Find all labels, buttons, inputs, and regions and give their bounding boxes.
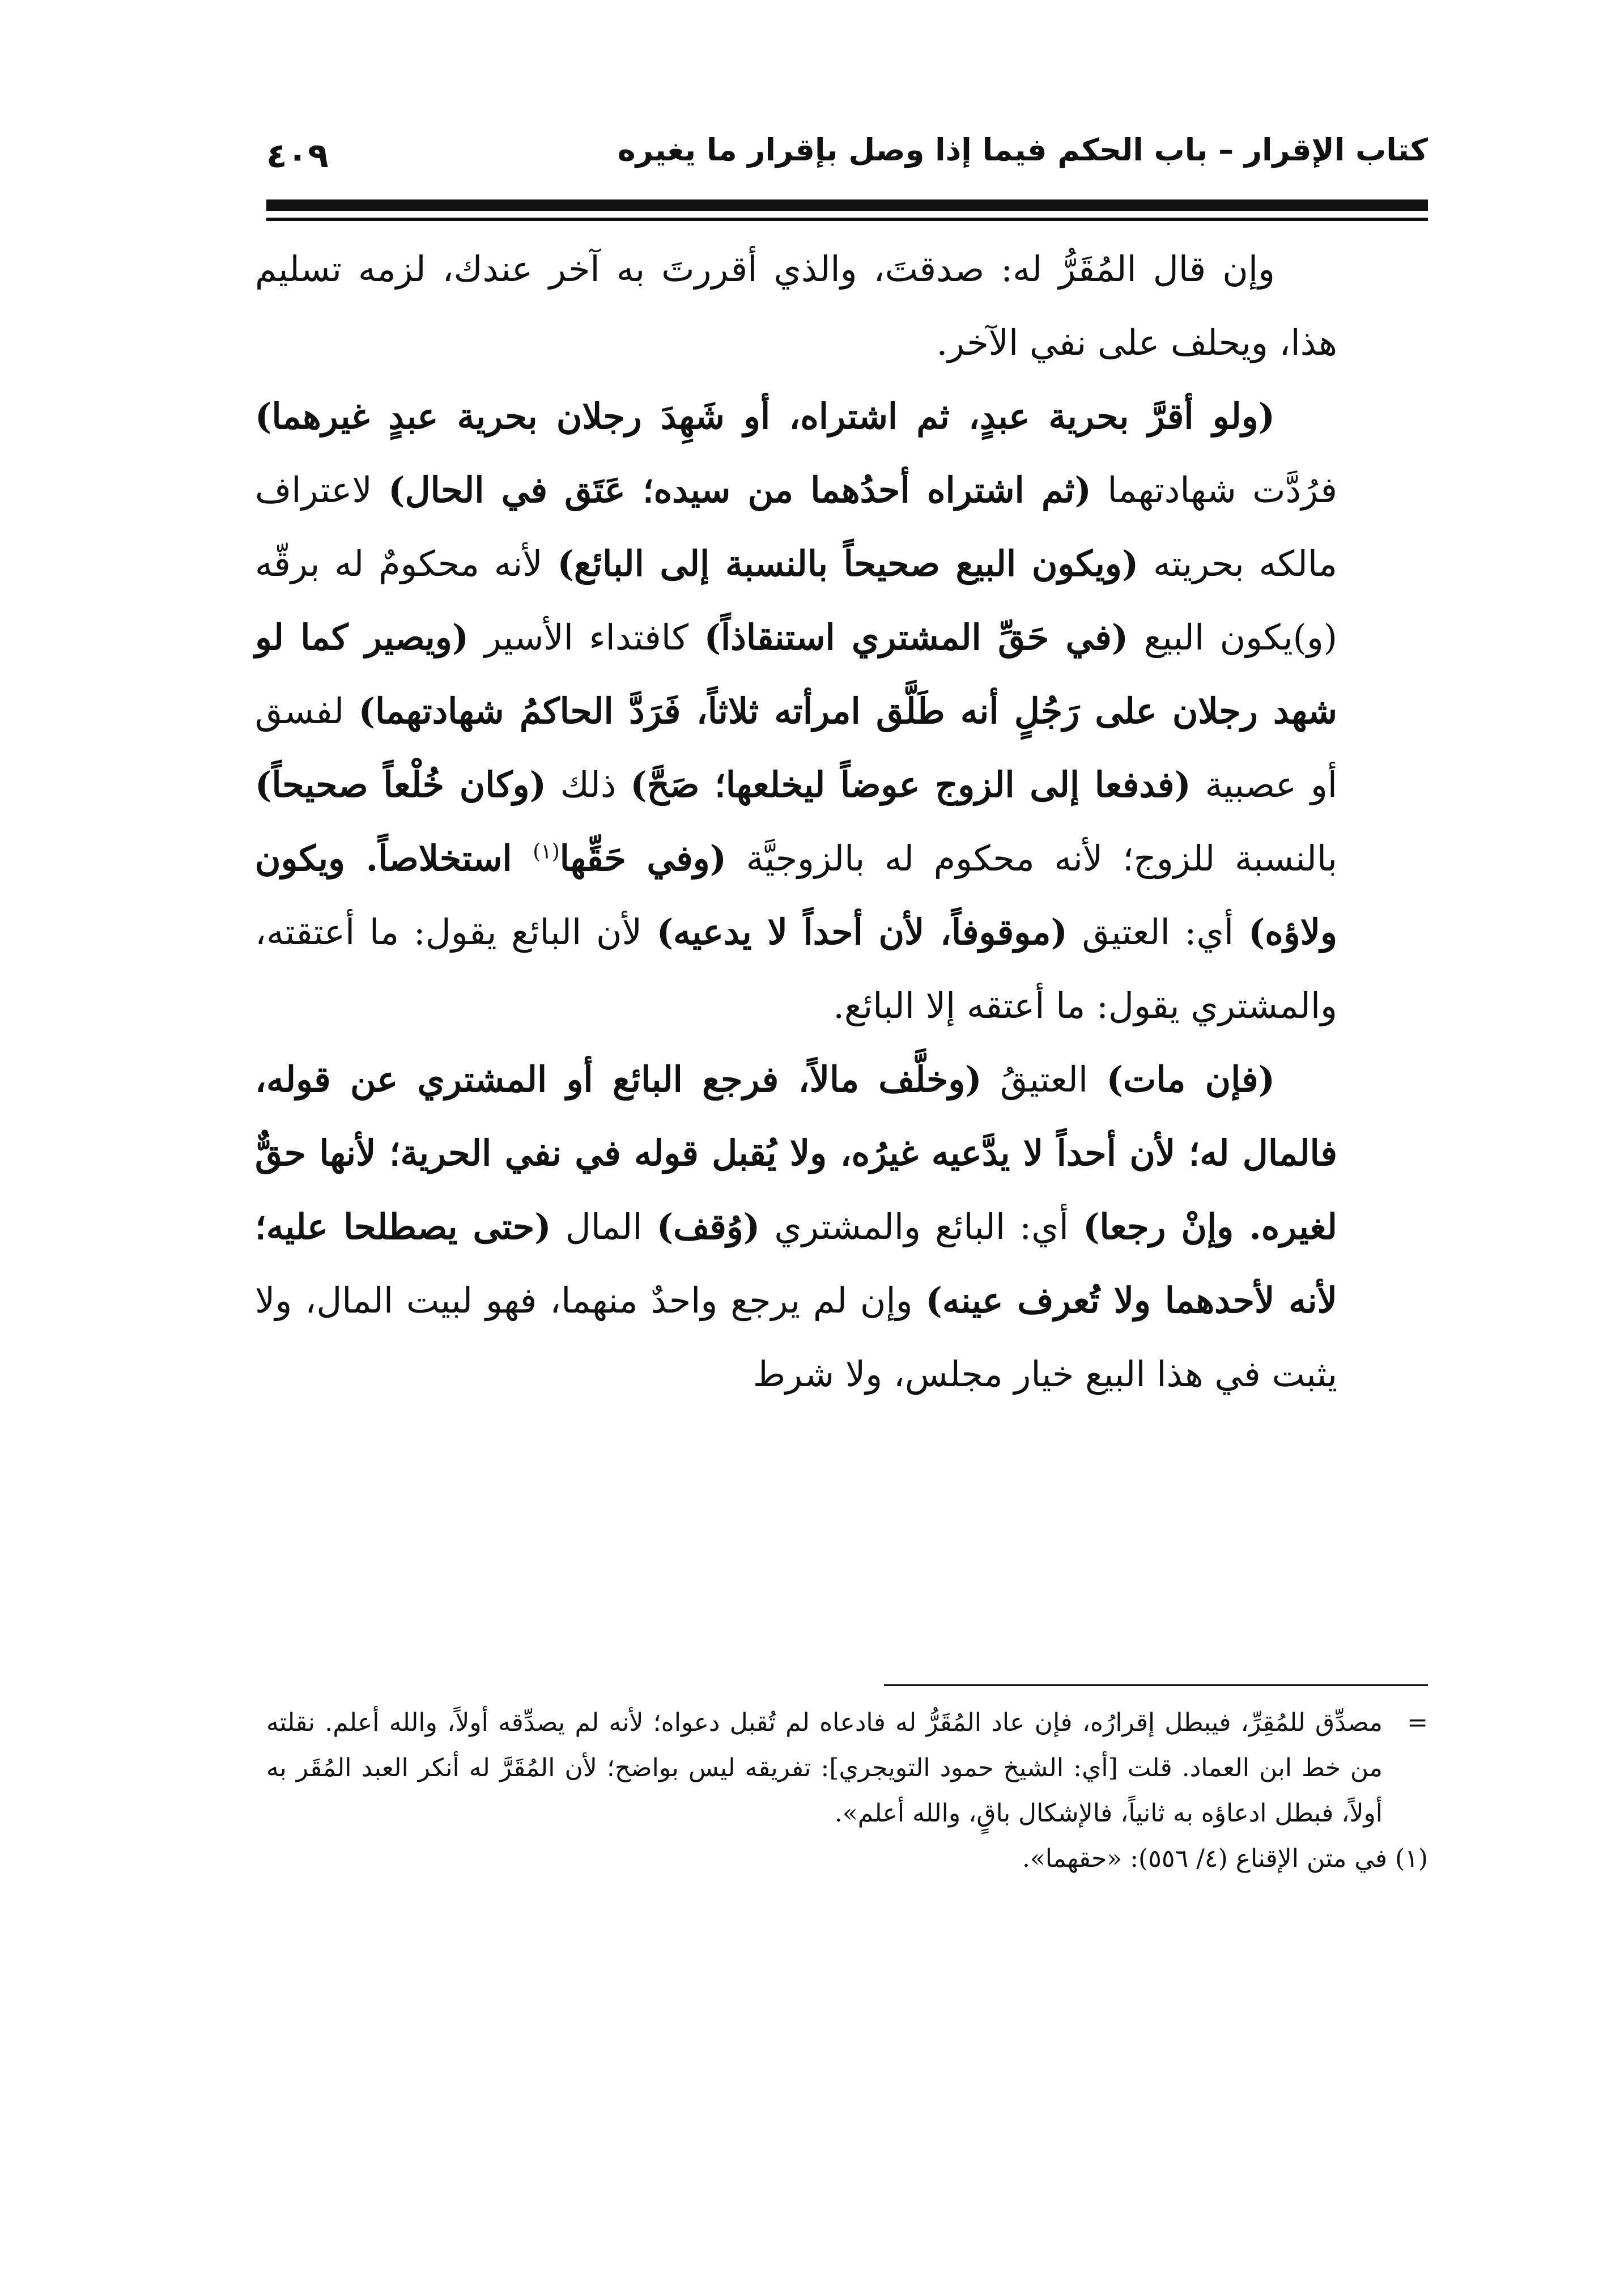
sharh-text: العتيقُ bbox=[981, 1059, 1107, 1100]
sharh-text: المال bbox=[551, 1206, 657, 1247]
matn-text: (في حَقِّ المشتري استنقاذاً) bbox=[704, 617, 1129, 658]
sharh-text: لفسق أو عصبية bbox=[255, 690, 1337, 805]
main-text bbox=[255, 232, 1337, 1411]
sharh-text: كافتداء الأسير bbox=[469, 617, 704, 658]
running-header bbox=[266, 128, 1428, 196]
footnotes bbox=[266, 1700, 1428, 1882]
chapter-title: كتاب الإقرار – باب الحكم فيما إذا وصل بإقرار ما يغيره bbox=[617, 132, 1428, 168]
sharh-text: لأنه محكومٌ له برقّه (و)يكون البيع bbox=[255, 543, 1337, 658]
matn-text: (ويكون البيع صحيحاً بالنسبة إلى البائع) bbox=[557, 543, 1139, 584]
paragraph-1: وإن قال المُقَرُّ له: صدقتَ، والذي أقررتَ به آخر عندك، لزمه تسليم هذا، ويحلف على نفي الآخر. bbox=[255, 248, 1337, 363]
paragraph-2 bbox=[255, 380, 1337, 1043]
matn-text: (ثم اشتراه أحدُهما من سيده؛ عَتَق في الحال) bbox=[388, 469, 1091, 511]
header-rule-thick bbox=[266, 199, 1428, 211]
sharh-text: أي: العتيق bbox=[1067, 911, 1248, 953]
footnote-continuation bbox=[266, 1700, 1428, 1836]
matn-text: (حتى يصطلحا عليه؛ لأنه لأحدهما ولا تُعرف عينه) bbox=[255, 1206, 1337, 1321]
matn-text: (ويصير كما لو شهد رجلان على رَجُلٍ أنه طَلَّق امرأته ثلاثاً، فَرَدَّ الحاكمُ شهادتهما) bbox=[255, 617, 1337, 732]
footnote-separator bbox=[884, 1684, 1428, 1686]
matn-text: (وفي حَقِّها bbox=[559, 838, 727, 879]
matn-text: (وُقف) bbox=[656, 1206, 760, 1247]
sharh-text: بالنسبة للزوج؛ لأنه محكوم له بالزوجيَّة bbox=[726, 838, 1337, 879]
sharh-text: أي: البائع والمشتري bbox=[760, 1206, 1083, 1247]
paragraph-3 bbox=[255, 1043, 1337, 1411]
sharh-text: لأن البائع يقول: ما أعتقته، والمشتري يقول: ما أعتقه إلا البائع. bbox=[255, 911, 1337, 1026]
sharh-text: ذلك bbox=[546, 764, 631, 805]
matn-text: (فدفعا إلى الزوج عوضاً ليخلعها؛ صَحَّ) bbox=[630, 764, 1191, 805]
matn-text: (فإن مات) bbox=[1106, 1059, 1275, 1100]
footnote-1: (١) في متن الإقناع (٤/ ٥٥٦): «حقهما». bbox=[1022, 1844, 1428, 1873]
page-number: ٤٠٩ bbox=[266, 136, 329, 176]
matn-text: (ولو أقرَّ بحرية عبدٍ، ثم اشتراه، أو شَهِدَ رجلان بحرية عبدٍ غيرهما) bbox=[255, 396, 1275, 437]
matn-text: استخلاصاً. ويكون ولاؤه) bbox=[255, 838, 1337, 953]
sharh-text: لاعتراف مالكه بحريته bbox=[255, 469, 1337, 584]
footnote-continuation-text: مصدِّق للمُقِرِّ، فيبطل إقرارُه، فإن عاد المُقَرُّ له فادعاه لم تُقبل دعواه؛ لأنه لم يصدِّقه أولاً، والله أعلم. نقلته من خط ابن العماد. قلت [أي: الشيخ حمود التويجري]: تفريقه ليس بواضح؛ لأن المُقَرَّ له أنكر العبد المُقَر به أولاً، فبطل ادعاؤه به ثانياً، فالإشكال باقٍ، والله أعلم». bbox=[266, 1708, 1383, 1828]
matn-text: (وكان خُلْعاً صحيحاً) bbox=[255, 764, 546, 805]
sharh-text: وإن لم يرجع واحدٌ منهما، فهو لبيت المال، ولا يثبت في هذا البيع خيار مجلس، ولا شرط bbox=[255, 1280, 1337, 1395]
sharh-text: فرُدَّت شهادتهما bbox=[1091, 469, 1337, 511]
header-rule-thin bbox=[266, 218, 1428, 221]
footnote-continuation-marker: = bbox=[1407, 1708, 1428, 1737]
matn-text: (وخلَّف مالاً، فرجع البائع أو المشتري عن قوله، فالمال له؛ لأن أحداً لا يدَّعيه غيرُه، ولا يُقبل قوله في نفي الحرية؛ لأنها حقٌّ لغيره. وإنْ رجعا) bbox=[255, 1059, 1337, 1247]
footnote-ref: (١) bbox=[533, 840, 560, 864]
matn-text: (موقوفاً، لأن أحداً لا يدعيه) bbox=[656, 911, 1068, 953]
